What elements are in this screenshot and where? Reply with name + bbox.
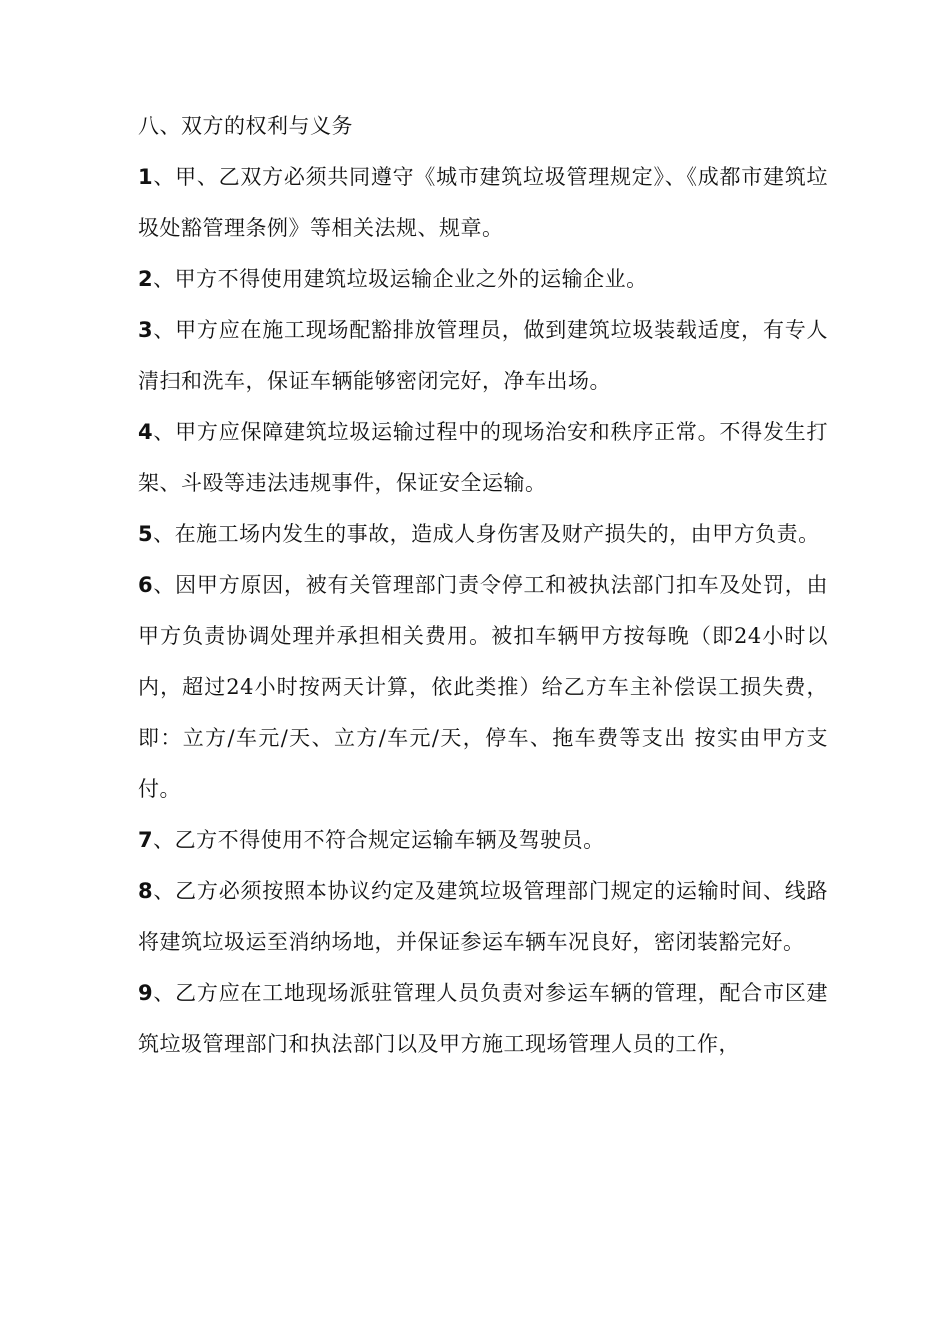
clause-text: 、乙方不得使用不符合规定运输车辆及驾驶员。 xyxy=(153,828,605,852)
clause-6 xyxy=(138,560,828,815)
clause-number: 3 xyxy=(138,318,154,342)
clause-4 xyxy=(138,407,828,509)
clause-text: 、甲方应保障建筑垃圾运输过程中的现场治安和秩序正常。不得发生打架、斗殴等违法违规事件，保证安全运输。 xyxy=(138,420,828,495)
clause-text: 、甲方应在施工现场配豁排放管理员，做到建筑垃圾装载适度，有专人清扫和洗车，保证车辆能够密闭完好，净车出场。 xyxy=(138,318,828,393)
clause-9 xyxy=(138,968,828,1070)
clause-number: 1 xyxy=(138,165,154,189)
clause-1 xyxy=(138,152,828,254)
clause-text: 、在施工场内发生的事故，造成人身伤害及财产损失的，由甲方负责。 xyxy=(153,522,820,546)
clause-number: 2 xyxy=(138,267,154,291)
clause-8 xyxy=(138,866,828,968)
clause-number: 8 xyxy=(138,879,154,903)
clause-text: 、甲方不得使用建筑垃圾运输企业之外的运输企业。 xyxy=(153,267,648,291)
section-heading: 八、双方的权利与义务 xyxy=(138,114,353,138)
clause-text: 、乙方必须按照本协议约定及建筑垃圾管理部门规定的运输时间、线路将建筑垃圾运至消纳场地，并保证参运车辆车况良好，密闭装豁完好。 xyxy=(138,879,828,954)
clause-5 xyxy=(138,509,828,560)
clause-number: 5 xyxy=(138,522,154,546)
clause-7 xyxy=(138,815,828,866)
clause-2 xyxy=(138,254,828,305)
clause-text: 、甲、乙双方必须共同遵守《城市建筑垃圾管理规定》、《成都市建筑垃圾处豁管理条例》等相关法规、规章。 xyxy=(138,165,828,240)
clause-number: 9 xyxy=(138,981,154,1005)
document-body xyxy=(138,101,828,1070)
clause-number: 4 xyxy=(138,420,154,444)
clause-number: 6 xyxy=(138,573,154,597)
clause-number: 7 xyxy=(138,828,154,852)
clause-3 xyxy=(138,305,828,407)
clause-text: 、因甲方原因，被有关管理部门责令停工和被执法部门扣车及处罚，由甲方负责协调处理并承担相关费用。被扣车辆甲方按每晚（即24小时以内，超过24小时按两天计算，依此类推）给乙方车主补偿误工损失费，即：立方/车元/天、立方/车元/天，停车、拖车费等支出 按实由甲方支付。 xyxy=(138,573,828,801)
clause-text: 、乙方应在工地现场派驻管理人员负责对参运车辆的管理，配合市区建筑垃圾管理部门和执法部门以及甲方施工现场管理人员的工作， xyxy=(138,981,828,1056)
